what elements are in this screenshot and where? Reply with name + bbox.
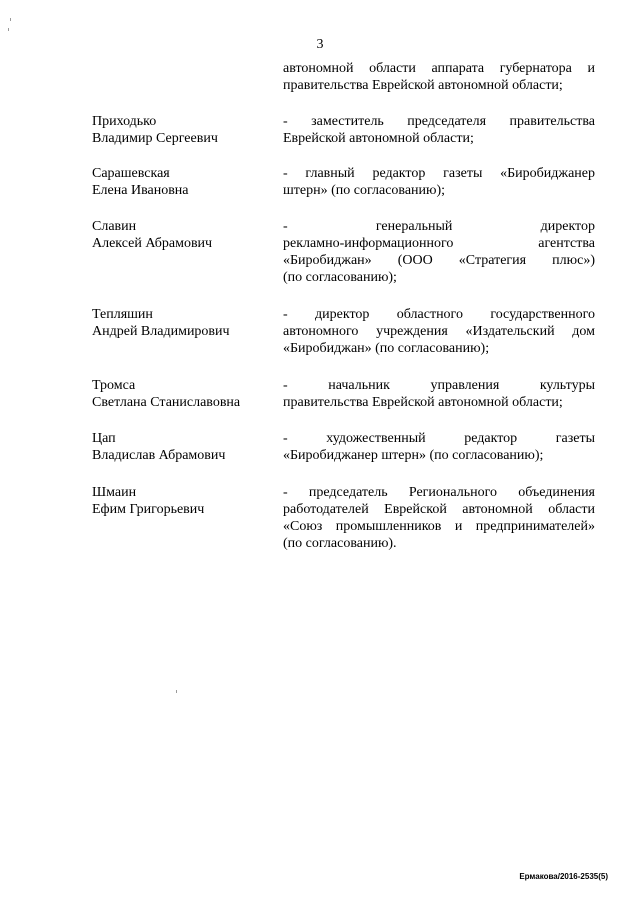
member-given-names: Владислав Абрамович xyxy=(92,448,226,463)
role-line: - директор областного государственного xyxy=(283,307,595,322)
role-line: (по согласованию); xyxy=(283,270,397,285)
document-code: Ермакова/2016-2535(5) xyxy=(519,872,608,881)
member-given-names: Елена Ивановна xyxy=(92,183,189,198)
member-surname: Сарашевская xyxy=(92,166,170,181)
role-line: - главный редактор газеты «Биробиджанер xyxy=(283,166,595,181)
member-surname: Тромса xyxy=(92,378,136,393)
member-given-names: Алексей Абрамович xyxy=(92,236,213,251)
member-name xyxy=(92,165,277,199)
page-number: 3 xyxy=(316,37,324,52)
continuation-line: правительства Еврейской автономной области; xyxy=(283,78,563,93)
role-line: (по согласованию). xyxy=(283,536,397,551)
role-line: «Биробиджан» (по согласованию); xyxy=(283,341,490,356)
member-given-names: Владимир Сергеевич xyxy=(92,131,218,146)
member-role xyxy=(283,484,595,552)
member-given-names: Ефим Григорьевич xyxy=(92,502,205,517)
member-surname: Шмаин xyxy=(92,485,137,500)
member-name xyxy=(92,484,277,518)
role-line: Еврейской автономной области; xyxy=(283,131,474,146)
member-surname: Славин xyxy=(92,219,137,234)
role-line: - начальник управления культуры xyxy=(283,378,595,393)
role-line: - генеральный директор xyxy=(283,219,595,234)
continuation-line: автономной области аппарата губернатора и xyxy=(283,61,595,76)
member-role xyxy=(283,165,595,199)
role-line: «Союз промышленников и предпринимателей» xyxy=(283,519,595,534)
role-line: «Биробиджан» (ООО «Стратегия плюс») xyxy=(283,253,595,268)
role-line: правительства Еврейской автономной области; xyxy=(283,395,563,410)
role-line: «Биробиджанер штерн» (по согласованию); xyxy=(283,448,544,463)
role-line: - председатель Регионального объединения xyxy=(283,485,595,500)
role-line: рекламно-информационного агентства xyxy=(283,236,595,251)
continuation-text xyxy=(283,60,595,94)
member-role xyxy=(283,306,595,357)
member-role xyxy=(283,377,595,411)
role-line: штерн» (по согласованию); xyxy=(283,183,446,198)
member-surname: Цап xyxy=(92,431,116,446)
role-line: - заместитель председателя правительства xyxy=(283,114,595,129)
member-name xyxy=(92,377,277,411)
member-given-names: Светлана Станиславовна xyxy=(92,395,241,410)
scan-mark-left xyxy=(8,28,9,31)
member-role xyxy=(283,218,595,286)
member-surname: Тепляшин xyxy=(92,307,153,322)
member-name xyxy=(92,113,277,147)
role-line: - художественный редактор газеты xyxy=(283,431,595,446)
member-name xyxy=(92,218,277,252)
member-surname: Приходько xyxy=(92,114,157,129)
role-line: автономного учреждения «Издательский дом xyxy=(283,324,595,339)
role-line: работодателей Еврейской автономной области xyxy=(283,502,595,517)
scan-mark-middle xyxy=(176,690,177,693)
member-role xyxy=(283,113,595,147)
member-given-names: Андрей Владимирович xyxy=(92,324,230,339)
member-role xyxy=(283,430,595,464)
scan-mark-top-left xyxy=(10,18,11,21)
member-name xyxy=(92,306,277,340)
member-name xyxy=(92,430,277,464)
